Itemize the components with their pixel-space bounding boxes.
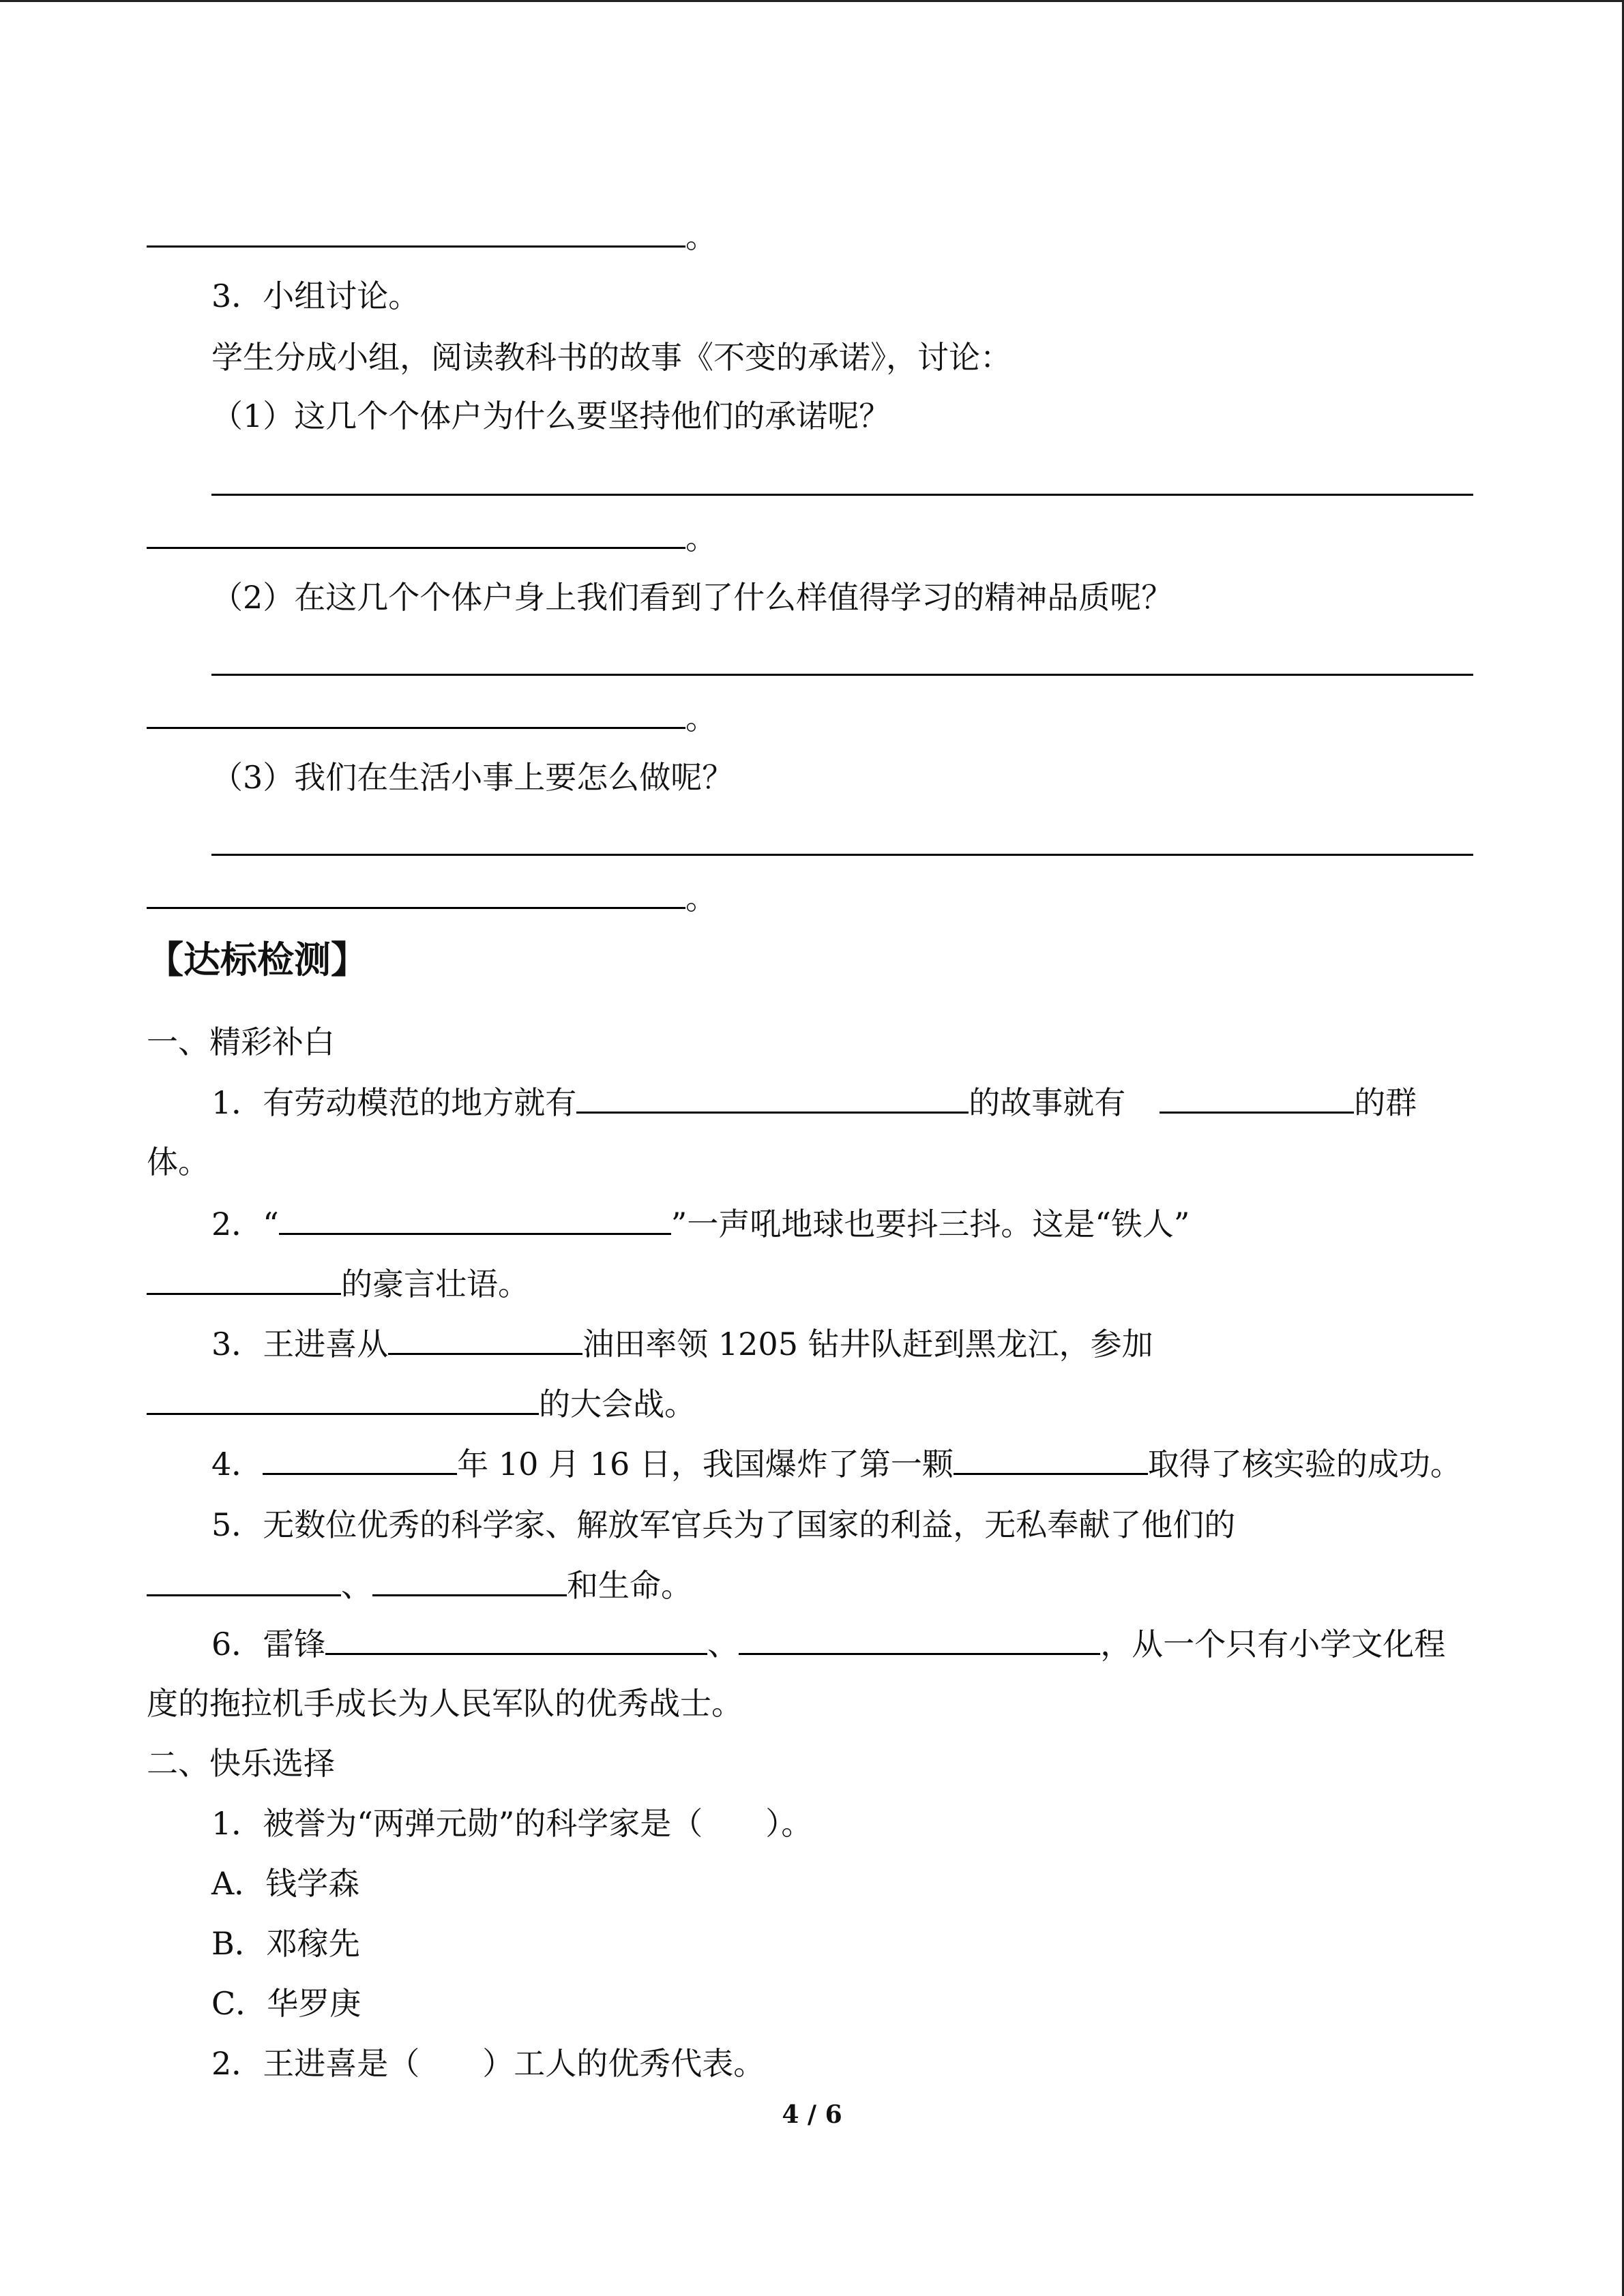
fill-blank[interactable] — [147, 1383, 539, 1415]
fill-question-6: 6．雷锋 、 ，从一个只有小学文化程 — [211, 1623, 1445, 1664]
answer-line-q3-end[interactable]: 。 — [147, 877, 717, 918]
answer-blank[interactable] — [147, 215, 685, 248]
fill-question-1-cont: 体。 — [147, 1144, 209, 1180]
fill-blank[interactable] — [388, 1323, 582, 1355]
choice-option-b[interactable]: B．邓稼先 — [211, 1925, 360, 1962]
answer-line-q1[interactable] — [211, 494, 1473, 496]
choice-question-1: 1．被誉为“两弹元勋”的科学家是（ ）。 — [211, 1805, 813, 1842]
fill-blank[interactable] — [372, 1564, 567, 1596]
page-top-border — [0, 0, 1624, 2]
fill-question-5: 5．无数位优秀的科学家、解放军官兵为了国家的利益，无私奉献了他们的 — [211, 1506, 1236, 1543]
answer-line-q2-end[interactable]: 。 — [147, 697, 717, 738]
answer-line-prev[interactable]: 。 — [147, 215, 717, 256]
section-title: 【达标检测】 — [147, 938, 368, 981]
fill-blank[interactable] — [147, 1263, 341, 1295]
part3-intro: 学生分成小组，阅读教科书的故事《不变的承诺》，讨论： — [211, 339, 1012, 376]
fill-blank[interactable] — [263, 1443, 457, 1475]
fill-question-1: 1．有劳动模范的地方就有 的故事就有 的群 — [211, 1082, 1417, 1122]
answer-blank[interactable] — [147, 877, 685, 909]
fill-blank[interactable] — [954, 1443, 1148, 1475]
fill-blank[interactable] — [325, 1623, 707, 1655]
fill-blank[interactable] — [1160, 1082, 1354, 1114]
answer-blank[interactable] — [147, 517, 685, 549]
fill-question-5-cont: 、 和生命。 — [147, 1564, 692, 1605]
question-1: （1）这几个个体户为什么要坚持他们的承诺呢？ — [211, 398, 891, 434]
fill-blank[interactable] — [739, 1623, 1100, 1655]
fill-section-title: 一、精彩补白 — [147, 1024, 335, 1060]
fill-question-6-cont: 度的拖拉机手成长为人民军队的优秀战士。 — [147, 1685, 743, 1722]
choice-option-a[interactable]: A．钱学森 — [211, 1865, 360, 1902]
fill-question-3-cont: 的大会战。 — [147, 1383, 696, 1424]
answer-line-q3[interactable] — [211, 854, 1473, 856]
answer-line-q2[interactable] — [211, 674, 1473, 676]
fill-blank[interactable] — [279, 1203, 671, 1235]
question-2: （2）在这几个个体户身上我们看到了什么样值得学习的精神品质呢？ — [211, 579, 1173, 616]
choice-question-2: 2．王进喜是（ ）工人的优秀代表。 — [211, 2045, 765, 2082]
fill-question-2-cont: 的豪言壮语。 — [147, 1263, 529, 1304]
fill-question-2: 2．“ ”一声吼地球也要抖三抖。这是“铁人” — [211, 1203, 1190, 1244]
choice-section-title: 二、快乐选择 — [147, 1745, 335, 1782]
choice-option-c[interactable]: C．华罗庚 — [211, 1985, 361, 2022]
part3-title: 3．小组讨论。 — [211, 278, 420, 314]
answer-blank[interactable] — [147, 697, 685, 729]
page-number: 4 / 6 — [782, 2100, 842, 2129]
question-3: （3）我们在生活小事上要怎么做呢？ — [211, 759, 734, 796]
fill-question-3: 3．王进喜从 油田率领 1205 钻井队赶到黑龙江，参加 — [211, 1323, 1153, 1364]
fill-blank[interactable] — [576, 1082, 969, 1114]
fill-blank[interactable] — [147, 1564, 341, 1596]
answer-line-q1-end[interactable]: 。 — [147, 517, 717, 558]
fill-question-4: 4． 年 10 月 16 日，我国爆炸了第一颗 取得了核实验的成功。 — [211, 1443, 1462, 1484]
